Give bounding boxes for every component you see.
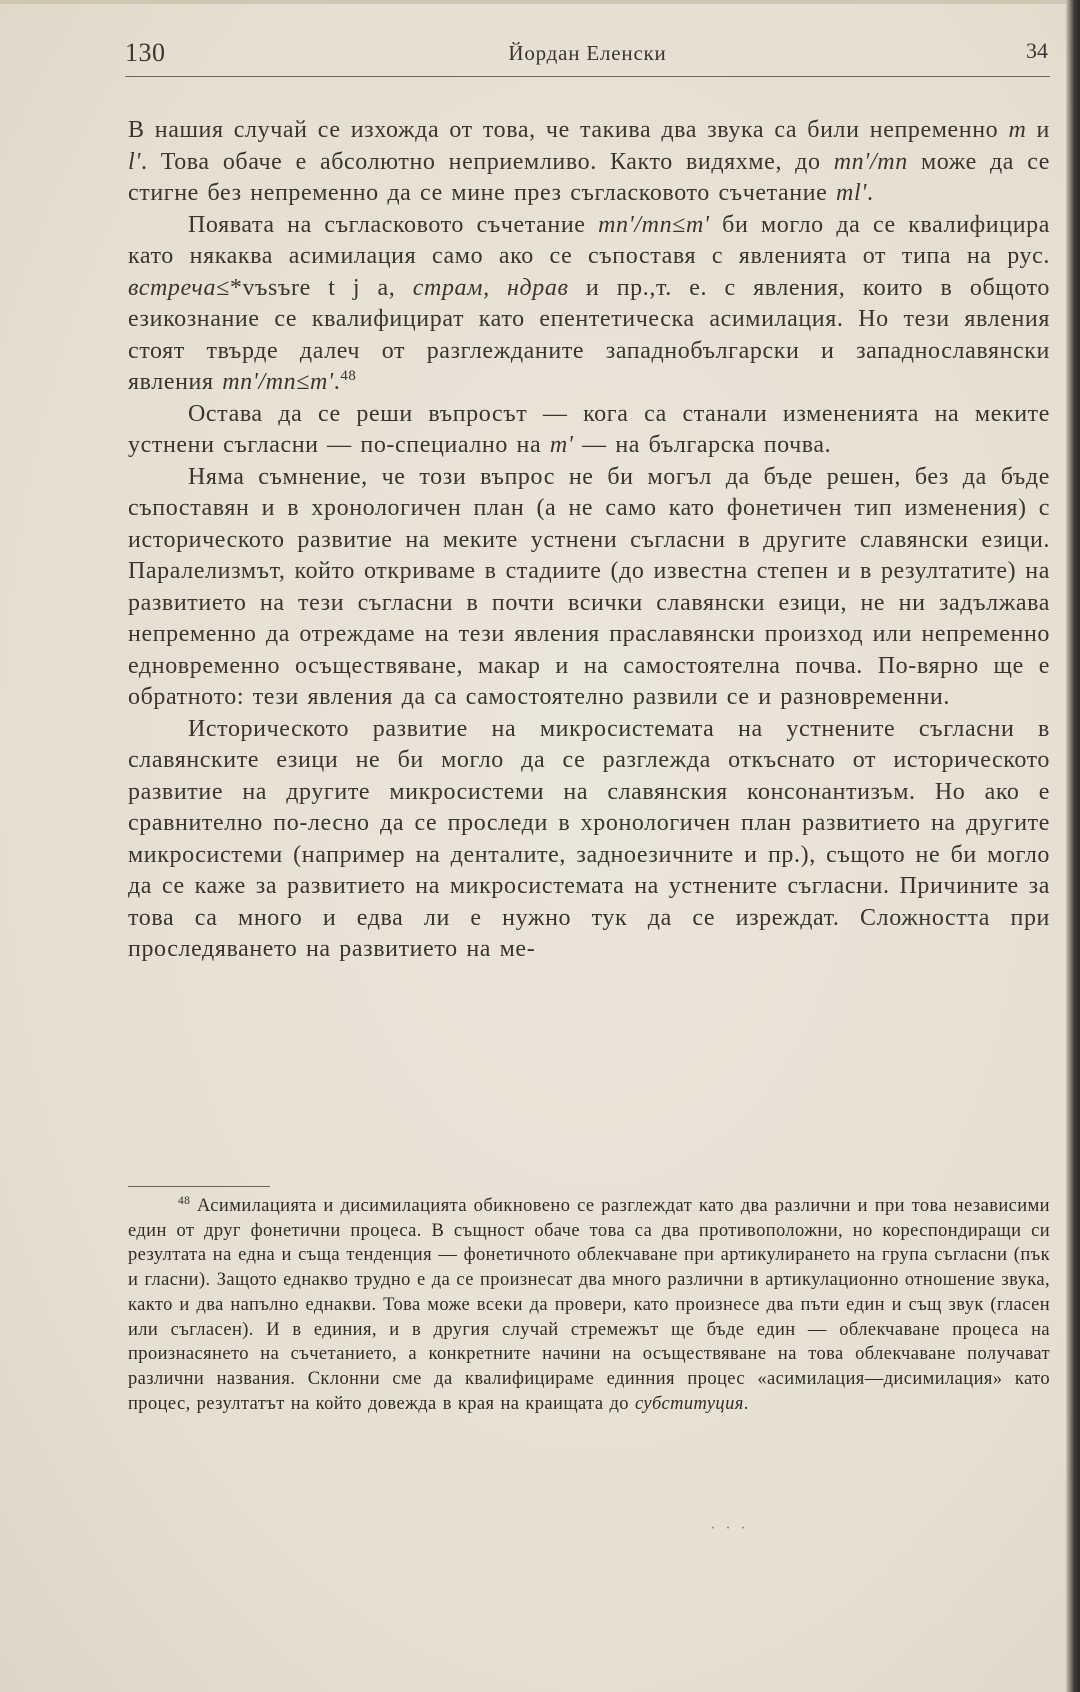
italic-term: m [1008,117,1027,143]
paragraph-2 [128,210,1050,399]
text-run: може да се стигне без непременно да се мине през съгласковото съчетание [128,148,1050,206]
paragraph-1 [128,115,1050,210]
main-text [128,115,1050,966]
italic-term: mn'/mn [833,148,908,175]
footnote-end: . [743,1393,749,1414]
page-number: 130 [125,38,166,67]
top-edge [0,0,1080,4]
italic-term: встреча≤ [128,274,230,301]
footnote-number: 48 [178,1194,191,1207]
section-number: 34 [1026,38,1048,63]
footnote-italic-term: субституция [634,1393,744,1414]
paragraph-3 [128,399,1050,462]
text-run: В нашия случай се изхожда от това, че такива два звука са били непременно [128,117,1009,143]
text-run: би могло да се квалифицира като някаква асимилация само ако се съпоставя с явленията от типа на рус. [128,211,1050,269]
italic-term: mn'/mn≤m' [598,211,710,238]
italic-term: страм, ндрав [412,274,569,301]
text-run: . Това обаче е абсолютно неприемливо. Както видяхме, до [141,148,834,175]
footnote-text: Асимилацията и дисимилацията обикновено се разглеждат като два различни и при това независими един от друг фонетични процеса. В същност обаче това са два противоположни, но кореспондиращи си резултата на една и съща тенденция — фонетичното облекчаване при артикулирането на група съгласни (пък и гласни). Защото еднакво трудно е да се произнесат два много различни в артикулационно отношение звука, както и два напълно еднакви. Това може всеки да провери, като произнесе два пъти един и същ звук (гласен или съгласен). И в единия, и в другия случай стремежът ще бъде един — облекчаване процеса на произнасянето на съчетанието, а конкретните начини на осъществяване на това облекчаване получават различни названия. Склонни сме да квалифицираме единния процес «асимилация—дисимилация» като процес, резултатът на който довежда в края на краищата до [128,1196,1050,1414]
italic-term: m' [549,432,574,458]
text-run: *vъsъrе t j a, [229,274,413,301]
paragraph-4: Няма съмнение, че този въпрос не би могъл да бъде решен, без да бъде съпоставян и в хронологичен план (а не само като фонетичен тип изменения) с историческото развитие на меките устнени съгласни в другите славянски езици. Паралелизмът, който откриваме в стадиите (до известна степен и в резултатите) на развитието на тези съгласни в почти всички славянски езици, не ни задължава непременно да отреждаме на тези явления праславянски произход или непременно едновременно осъществяване, макар и на самостоятелна почва. По-вярно ще е обратното: тези явления да са самостоятелно развили се и разновременни. [128,463,1050,710]
footnote-separator [128,1186,270,1187]
print-specks: · · · [710,1520,749,1537]
italic-term: ml' [836,180,867,206]
text-run: и [1026,117,1050,143]
running-title: Йордан Еленски [508,41,667,65]
footnote-paragraph [128,1194,1050,1416]
footnote-ref-48: 48 [340,368,357,384]
text-run: Появата на съгласковото съчетание [188,211,599,238]
footnote-48 [128,1194,1050,1416]
paragraph-5: Историческото развитие на микросистемата на устнените съгласни в славянските езици не би могло да се разглежда откъснато от историческото развитие на другите микросистеми на славянския консонантизъм. Но ако е сравнително по-лесно да се проследи в хронологичен план развитието на другите микросистеми (например на денталите, задноезичните и пр.), същото не би могло да се каже за развитието на микросистемата на устнените съгласни. Причините за това са много и едва ли е нужно тук да се изреждат. Сложността при проследяването на развитието на ме- [128,715,1050,962]
page-edge-shadow [1066,0,1080,1692]
italic-term: mn'/mn≤m' [222,369,334,395]
text-run: . [333,369,341,395]
running-header [125,38,1050,77]
text-run: и пр.,т. е. с явления, които в общото езикознание се квалифицират като епентетическа асимилация. Но тези явления стоят твърде далеч от разглежданите западнобългарски и западнославянски явления [128,274,1050,395]
italic-term: l' [128,148,142,175]
text-run: . [866,180,874,206]
text-run: Остава да се реши въпросът — кога са станали измененията на меките устнени съгласни — по-специално на [128,400,1050,458]
text-run: — на българска почва. [573,432,832,458]
